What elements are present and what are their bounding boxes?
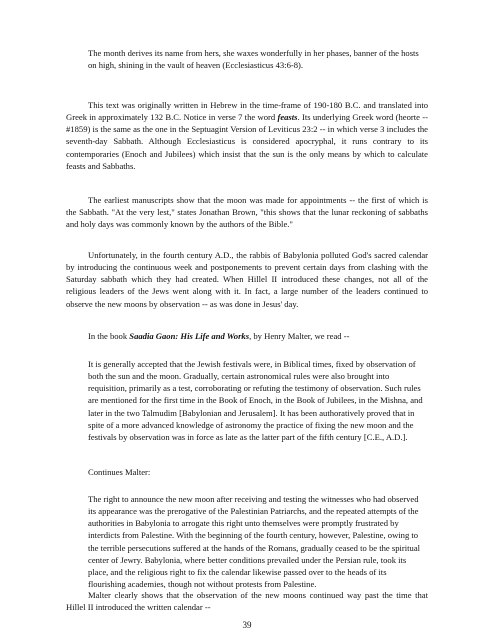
paragraph-text: The right to announce the new moon after receiving and testing the witnesses who had observed its appearance was the prerogative of the Palestinian Patriarchs, and the repeated attempts of the authorities in Babylonia to arrogate this right unto themselves were promptly frustrated by interdicts from Palestine. With the beginning of the fourth century, however, Palestine, owing to the terrible persecutions suffered at the hands of the Romans, gradually ceased to be the spiritual center of Jewry. Babylonia, where better conditions prevailed under the Persian rule, took its place, and the religious right to fix the calendar likewise passed over to the heads of its flourishing academies, though not without protests from Palestine. — [88, 494, 421, 590]
paragraph-text: . Its underlying Greek word (heorte -- #1859) is the same as the one in the Septuagint Version of Leviticus 23:2 -- in which verse 3 includes the seventh-day Sabbath. Although Ecclesiasticus is considered apocryphal, it runs contrary to its contemporaries (Enoch and Jubilees) which insist that the sun is the only means by which to calculate feasts and Sabbaths. — [66, 112, 429, 171]
page-number: 39 — [242, 620, 252, 630]
paragraph-text: Continues Malter: — [88, 467, 151, 477]
body-paragraph — [66, 194, 428, 230]
paragraph-text: The month derives its name from hers, she waxes wonderfully in her phases, banner of the hosts on high, shining in the vault of heaven (Ecclesiasticus 43:6-8). — [88, 48, 419, 71]
body-paragraph — [66, 99, 428, 172]
emphasized-word: feasts — [277, 112, 298, 123]
paragraph-text: The earliest manuscripts show that the moon was made for appointments -- the first of which is the Sabbath. "At the very lest," states Jonathan Brown, "this shows that the lunar reckoning of sabbaths and holy days was commonly known by the authors of the Bible." — [66, 195, 428, 230]
body-paragraph — [66, 249, 428, 310]
book-title: Saadia Gaon: His Life and Works — [129, 331, 250, 341]
paragraph-text: In the book — [88, 331, 130, 341]
quote-paragraph — [88, 358, 426, 443]
paragraph-text: Malter clearly shows that the observation of the new moons continued way past the time that Hillel II introduced the written calendar -- — [66, 590, 428, 613]
paragraph-text: This text was originally written in Hebrew in the time-frame of 190-180 B.C. and translated into Greek in approximately 132 B.C. Notice in verse 7 the word — [66, 100, 428, 123]
body-paragraph — [88, 466, 426, 478]
paragraph-text: , by Henry Malter, we read -- — [249, 331, 350, 341]
quote-paragraph — [88, 47, 426, 71]
body-paragraph — [66, 589, 428, 613]
quote-paragraph — [88, 493, 426, 590]
paragraph-text: It is generally accepted that the Jewish festivals were, in Biblical times, fixed by observation of both the sun and the moon. Gradually, certain astronomical rules were also brought into requisition, primarily as a test, corroborating or refuting the testimony of observation. Such rules are mentioned for the first time in the Book of Enoch, in the Book of Jubilees, in the Mishna, and later in the two Talmudim [Babylonian and Jerusalem]. It has been authoratively proved that in spite of a more advanced knowledge of astronomy the practice of fixing the new moon and the festivals by observation was in force as late as the latter part of the fifth century [C.E., A.D.]. — [88, 359, 423, 442]
paragraph-text: Unfortunately, in the fourth century A.D., the rabbis of Babylonia polluted God's sacred calendar by introducing the continuous week and postponements to prevent certain days from clashing with the Saturday sabbath which they had created. When Hillel II introduced these changes, not all of the religious leaders of the Jews went along with it. In fact, a large number of the leaders continued to observe the new moons by observation -- as was done in Jesus' day. — [66, 250, 428, 309]
body-paragraph — [66, 330, 428, 342]
